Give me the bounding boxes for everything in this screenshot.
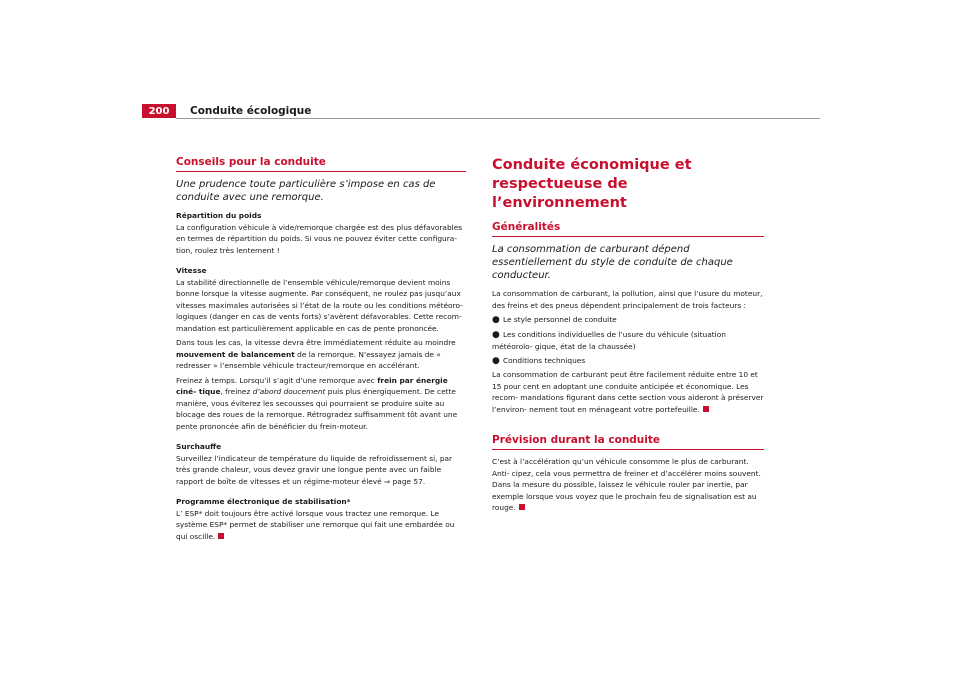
overheat-text: Surveillez l’indicateur de température du liquide de refroidissement si, par très grande chaleur, vous devez gravir une longue pente avec un faible rapport de boîte de vitesses et un régime-moteur élevé ⇒ page 57.	[176, 453, 453, 486]
emphasis-frein: frein par énergie ciné- tique	[176, 375, 448, 396]
generalites-text: La consommation de carburant, la pollution, ainsi que l’usure du moteur, des freins et des pneus dépendent principalement de trois facteurs :	[492, 289, 763, 310]
speed-text-3: Freinez à temps. Lorsqu’il s’agit d’une remorque avec frein par énergie ciné- tique, freinez d’abord doucement puis plus énergiquement. De cette manière, vous éviterez les secousses qui pourraient se produire suite au blocage des roues de la remorque. Rétrogradez suffisamment tôt avant une pente prononcée afin de bénéficier du frein-moteur.	[176, 375, 458, 431]
generalites-text-2: La consommation de carburant peut être facilement réduite entre 10 et 15 pour cent en adoptant une conduite anticipée et économique. Les recom- mandations figurant dans cette section vous aideront à préserver l’environ- nement tout en ménageant votre portefeuille.	[492, 370, 764, 414]
list-item: ● Conditions techniques	[492, 355, 586, 366]
speed-text-2: Dans tous les cas, la vitesse devra être immédiatement réduite au moindre mouvement de balancement de la remorque. N’essayez jamais de « redresser » l’ensemble véhicule tracteur/remorque en accélérant.	[176, 338, 456, 370]
bullet-icon: ●	[492, 355, 500, 366]
left-column	[176, 156, 466, 545]
end-of-section-icon	[703, 406, 709, 412]
end-of-section-icon	[218, 533, 224, 539]
weight-text: La configuration véhicule à vide/remorque chargée est des plus défavorables en termes de répartition du poids. Si vous ne pouvez éviter cette configura- tion, roulez très lentement !	[176, 222, 463, 255]
section-title-generalites: Généralités	[492, 221, 764, 237]
speed-heading: Vitesse	[176, 266, 207, 275]
running-header: Conduite écologique	[190, 105, 312, 117]
bullet-icon: ●	[492, 315, 500, 325]
speed-text-1: La stabilité directionnelle de l’ensemble véhicule/remorque devient moins bonne lorsque la vitesse augmente. Par conséquent, ne roulez pas jusqu’aux vitesses maximales autorisées si l’état de la route ou les conditions météoro- logiques (danger en cas de vents forts) s’avèrent défavorables. Cette recom- mandation est particulièrement applicable en cas de pente prononcée.	[176, 277, 463, 333]
esp-text: L’ ESP* doit toujours être activé lorsque vous tractez une remorque. Le système ESP* permet de stabiliser une remorque qui fait une embardée ou qui oscille.	[176, 508, 455, 541]
page-number: 200	[142, 104, 176, 118]
section-lead: Une prudence toute particulière s’impose en cas de conduite avec une remorque.	[176, 179, 436, 203]
header-rule	[176, 118, 820, 119]
right-column	[492, 156, 764, 517]
list-item: ● Les conditions individuelles de l’usure du véhicule (situation météorolo- gique, état de la chaussée)	[492, 329, 726, 351]
generalites-lead: La consommation de carburant dépend essentiellement du style de conduite de chaque conducteur.	[492, 244, 733, 281]
esp-heading: Programme électronique de stabilisation*	[176, 497, 351, 506]
bullet-icon: ●	[492, 329, 500, 340]
prevision-text: C’est à l’accélération qu’un véhicule consomme le plus de carburant. Anti- cipez, cela vous permettra de freiner et d’accélérer moins souvent. Dans la mesure du possible, laissez le véhicule rouler par inertie, par exemple lorsque vous voyez que le prochain feu de signalisation est au rouge.	[492, 457, 761, 512]
section-title-conseils: Conseils pour la conduite	[176, 156, 466, 172]
section-title-prevision: Prévision durant la conduite	[492, 434, 764, 450]
weight-heading: Répartition du poids	[176, 211, 262, 220]
list-item: ● Le style personnel de conduite	[492, 315, 617, 325]
chapter-title: Conduite économique et respectueuse de l’environnement	[492, 157, 692, 211]
emphasis-balancement: mouvement de balancement	[176, 349, 295, 359]
emphasis-doucement: d’abord doucement	[252, 387, 326, 396]
overheat-heading: Surchauffe	[176, 442, 222, 451]
end-of-section-icon	[519, 504, 525, 510]
